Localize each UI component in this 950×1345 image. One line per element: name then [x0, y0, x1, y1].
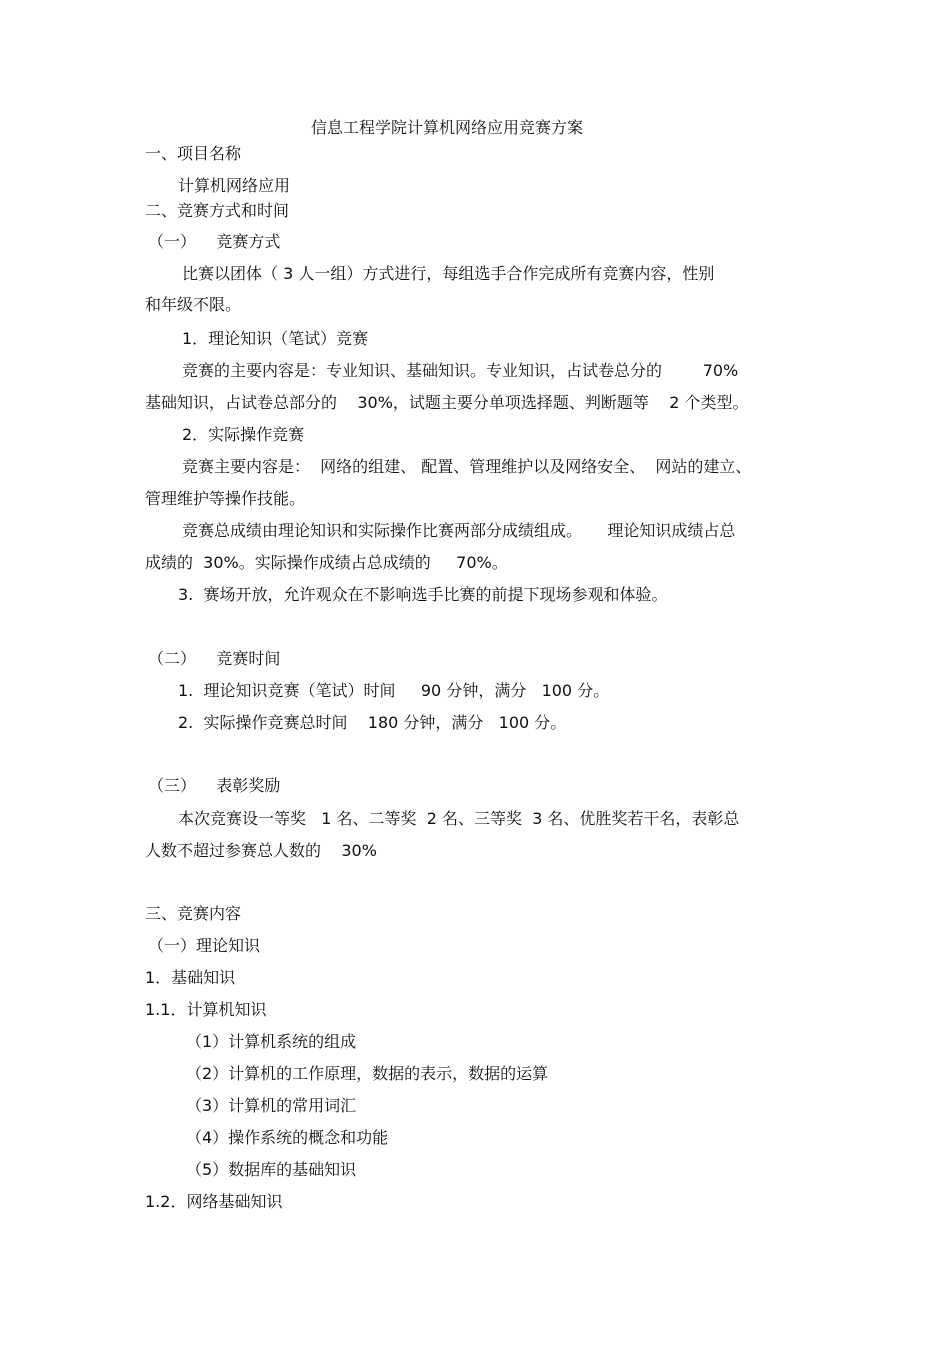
text-line: 比赛以团体（ 3 人一组）方式进行，每组选手合作完成所有竞赛内容，性别	[182, 264, 715, 283]
text-line: 基础知识，占试卷总部分的 30%，试题主要分单项选择题、判断题等 2 个类型。	[145, 393, 749, 412]
list-item: 1．理论知识（笔试）竞赛	[182, 329, 369, 348]
section-heading: 二、竞赛方式和时间	[145, 201, 290, 220]
subsection-heading: （三） 表彰奖励	[148, 776, 281, 795]
text-line: 竞赛总成绩由理论知识和实际操作比赛两部分成绩组成。 理论知识成绩占总	[182, 521, 736, 540]
text-line: 计算机网络应用	[178, 176, 291, 195]
text-line: 和年级不限。	[145, 295, 242, 314]
text-line: 本次竞赛设一等奖 1 名、二等奖 2 名、三等奖 3 名、优胜奖若干名，表彰总	[178, 809, 740, 828]
list-item: （1）计算机系统的组成	[186, 1032, 357, 1051]
subsection-heading: （一） 竞赛方式	[148, 232, 281, 251]
list-item: 2．实际操作竞赛	[182, 425, 305, 444]
text-line: 人数不超过参赛总人数的 30%	[145, 841, 377, 860]
list-item: （5）数据库的基础知识	[186, 1160, 357, 1179]
document-title: 信息工程学院计算机网络应用竞赛方案	[311, 118, 584, 137]
section-heading: 三、竞赛内容	[145, 904, 242, 923]
subsection-heading: （一）理论知识	[148, 936, 261, 955]
list-item: 1.2．网络基础知识	[145, 1192, 283, 1211]
text-line: 成绩的 30%。实际操作成绩占总成绩的 70%。	[145, 553, 508, 572]
list-item: （3）计算机的常用词汇	[186, 1096, 357, 1115]
list-item: （4）操作系统的概念和功能	[186, 1128, 389, 1147]
section-heading: 一、项目名称	[145, 144, 242, 163]
list-item: 1.1．计算机知识	[145, 1000, 267, 1019]
text-line: 管理维护等操作技能。	[145, 489, 306, 508]
list-item: 3. 赛场开放，允许观众在不影响选手比赛的前提下现场参观和体验。	[178, 585, 668, 604]
list-item: 1．基础知识	[145, 968, 236, 987]
text-line: 竞赛的主要内容是：专业知识、基础知识。专业知识，占试卷总分的 70%	[182, 361, 739, 380]
list-item: 2. 实际操作竞赛总时间 180 分钟，满分 100 分。	[178, 713, 567, 732]
list-item: （2）计算机的工作原理，数据的表示，数据的运算	[186, 1064, 549, 1083]
list-item: 1. 理论知识竞赛（笔试）时间 90 分钟，满分 100 分。	[178, 681, 610, 700]
text-line: 竞赛主要内容是： 网络的组建、 配置、管理维护以及网络安全、 网站的建立、	[182, 457, 752, 476]
subsection-heading: （二） 竞赛时间	[148, 649, 281, 668]
